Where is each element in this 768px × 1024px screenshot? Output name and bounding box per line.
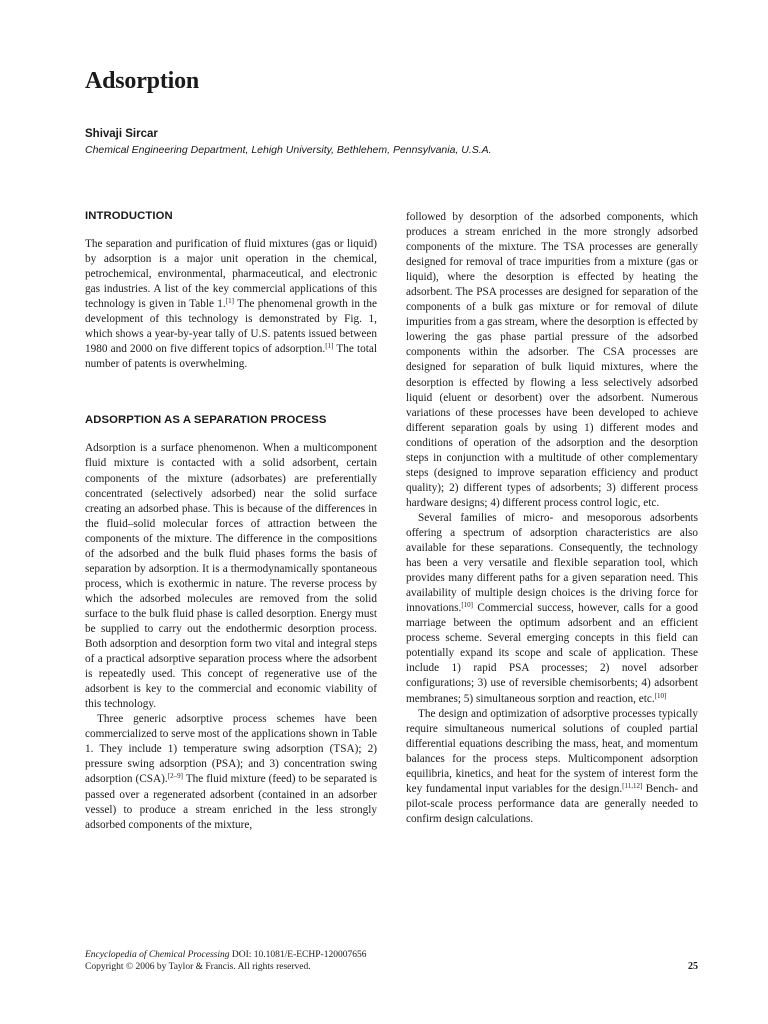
citation-ref: [11,12] bbox=[622, 781, 643, 790]
right-paragraph-2 bbox=[406, 511, 698, 707]
section-heading-separation-process: ADSORPTION AS A SEPARATION PROCESS bbox=[85, 414, 327, 427]
page-footer bbox=[85, 949, 366, 973]
separation-paragraph-1: Adsorption is a surface phenomenon. When a multicomponent fluid mixture is contacted with a solid adsorbent, certain components of the mixture (adsorbates) are preferentially concentrated (selectively adsorbed) near the solid surface creating an adsorbed phase. This is because of the differences in the fluid–solid molecular forces of attraction between the components of the mixture. The difference in the compositions of the adsorbed and the bulk fluid phases forms the basis of separation by adsorption. It is a thermodynamically spontaneous process, which is exothermic in nature. The reverse process by which the adsorbed molecules are removed from the solid surface to the bulk fluid phase is called desorption. Energy must be supplied to carry out the endothermic desorption process. Both adsorption and desorption form two vital and integral steps of a practical adsorptive separation process where the adsorbent is repeatedly used. This concept of regenerative use of the adsorbent is key to the commercial and economic viability of this technology. bbox=[85, 442, 377, 711]
separation-text-b: The fluid mixture (feed) to be separated is passed over a regenerated adsorbent (contained in an adsorber vessel) to produce a stream enriched in the less strongly adsorbed components of the mixture, bbox=[85, 773, 377, 831]
citation-ref: [10] bbox=[654, 691, 667, 700]
doi-text: DOI: 10.1081/E-ECHP-120007656 bbox=[229, 950, 367, 960]
intro-text-c: The total number of patents is overwhelming. bbox=[85, 343, 377, 371]
right-text-b: Commercial success, however, calls for a good marriage between the optimum adsorbent and an efficient process scheme. Several emerging concepts in this field can potentially expand its scope and scale of application. These include 1) rapid PSA processes; 2) novel adsorber configurations; 3) use of reversible chemisorbents; 4) adsorbent membranes; 5) simultaneous sorption and reaction, etc. bbox=[406, 602, 698, 705]
page-number: 25 bbox=[688, 961, 698, 972]
intro-text-a: The separation and purification of fluid mixtures (gas or liquid) by adsorption is a major unit operation in the chemical, petrochemical, environmental, pharmaceutical, and electronic gas industries. A list of the key commercial applications of this technology is given in Table 1. bbox=[85, 238, 377, 311]
separation-text-a: Three generic adsorptive process schemes have been commercialized to serve most of the applications shown in Table 1. They include 1) temperature swing adsorption (TSA); 2) pressure swing adsorption (PSA); and 3) concentration swing adsorption (CSA). bbox=[85, 713, 377, 786]
encyclopedia-name: Encyclopedia of Chemical Processing bbox=[85, 950, 230, 960]
right-column bbox=[406, 210, 698, 827]
author-name: Shivaji Sircar bbox=[85, 128, 158, 140]
left-column bbox=[85, 210, 377, 833]
citation-ref: [1] bbox=[225, 297, 234, 306]
author-affiliation: Chemical Engineering Department, Lehigh University, Bethlehem, Pennsylvania, U.S.A. bbox=[85, 144, 492, 156]
right-text-c: The design and optimization of adsorptive processes typically require simultaneous numerical solutions of coupled partial differential equations describing the mass, heat, and momentum balances for the process steps. Multicomponent adsorption equilibria, kinetics, and heat for the system of interest form the key fundamental input variables for the design. bbox=[406, 707, 698, 795]
right-text-d: Bench- and pilot-scale process performance data are generally needed to confirm design calculations. bbox=[406, 782, 699, 825]
right-paragraph-1: followed by desorption of the adsorbed components, which produces a stream enriched in the more strongly adsorbed components of the mixture. The TSA processes are generally designed for removal of trace impurities from a mixture (gas or liquid), where the desorption is effected by heating the adsorbent. The PSA processes are designed for separation of the components of a bulk gas mixture or for removal of dilute impurities from a gas stream, where the desorption is effected by lowering the gas phase partial pressure of the adsorbed components within the adsorber. The CSA processes are designed for separation of bulk liquid mixtures, where the desorption is effected by flowing a less selectively adsorbed liquid (eluent or desorbent) over the adsorbent. Numerous variations of these processes have been developed to achieve different separation goals by using 1) different modes and conditions of operation of the adsorption and the desorption steps in conjunction with a multitude of other complementary steps (designed to improve separation efficiency and product quality); 2) different types of adsorbents; 3) different process hardware designs; 4) different process control logic, etc. bbox=[406, 211, 698, 509]
citation-ref: [2–9] bbox=[167, 772, 183, 781]
copyright-text: Copyright © 2006 by Taylor & Francis. All rights reserved. bbox=[85, 962, 311, 972]
intro-text-b: The phenomenal growth in the development of this technology is demonstrated by Fig. 1, which shows a year-by-year tally of U.S. patents issued between 1980 and 2000 on five different topics of adsorption. bbox=[85, 298, 378, 356]
intro-paragraph bbox=[85, 237, 377, 372]
citation-ref: [10] bbox=[461, 601, 473, 610]
section-heading-introduction: INTRODUCTION bbox=[85, 210, 173, 222]
right-paragraph-3 bbox=[406, 707, 698, 827]
citation-ref: [1] bbox=[325, 342, 334, 351]
right-text-a: Several families of micro- and mesoporous adsorbents offering a spectrum of adsorption characteristics are also available for these separations. Consequently, the technology has been a very versatile and flexible separation tool, which provides many different paths for a given separation need. This availability of multiple design choices is the driving force for innovations. bbox=[406, 511, 698, 615]
article-title: Adsorption bbox=[85, 68, 200, 94]
separation-paragraph-2 bbox=[85, 712, 377, 832]
